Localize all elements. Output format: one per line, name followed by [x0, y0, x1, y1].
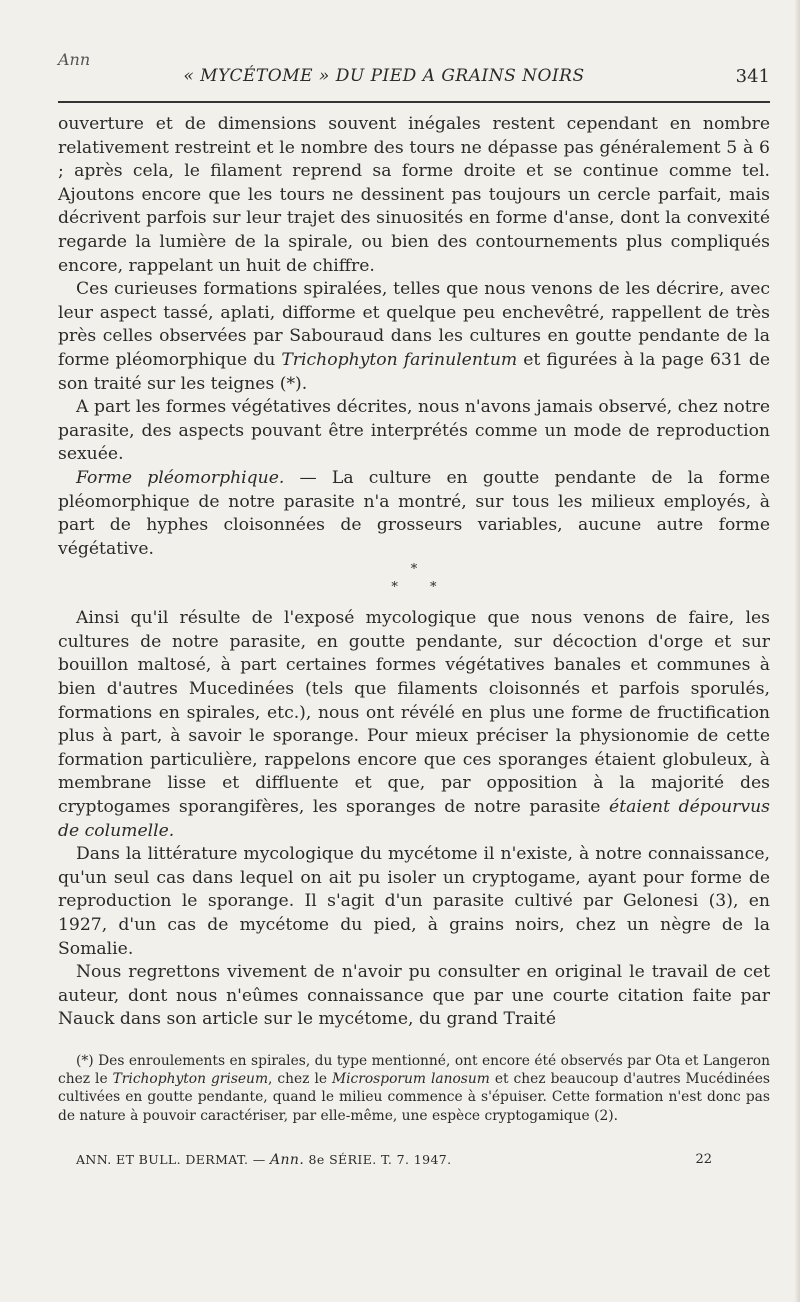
running-title: « MYCÉTOME » DU PIED A GRAINS NOIRS [183, 66, 585, 86]
footnote-run-2: , chez le [268, 1071, 333, 1088]
asterism-top: * [410, 562, 418, 578]
p1-run-0: ouverture et de dimensions souvent inégales restent cependant en nombre relativement restreint et le nombre des tours ne dépasse pas généralement 5 à 6 ; après cela, le filament reprend sa forme droite et se continue comme tel. Ajoutons encore que les tours ne dessinent pas toujours un cercle parfait, mais décrivent parfois sur leur trajet des sinuosités en forme d'anse, dont la convexité regarde la lumière de la spirale, ou bien des contournements plus compliqués encore, rappelant un huit de chiffre. [58, 114, 770, 276]
footer-series: 8e SÉRIE. T. 7. 1947. [304, 1152, 452, 1167]
footer-journal: Ann. [269, 1152, 305, 1168]
paragraph-4 [58, 467, 770, 561]
section-asterism [58, 561, 770, 597]
margin-annotation: Ann [58, 50, 91, 69]
page-edge-shadow [794, 0, 800, 1302]
signature-mark: 22 [695, 1152, 712, 1167]
p3-run-0: A part les formes végétatives décrites, nous n'avons jamais observé, chez notre parasite, des aspects pouvant être interprétés comme un mode de reproduction sexuée. [58, 397, 770, 465]
paragraph-2 [58, 278, 770, 396]
footnote-run-4: et chez beaucoup d'autres Mucédinées cultivées en goutte pendante, quand le milieu commence à s'épuiser. Cette formation n'est donc pas de nature à pouvoir caractériser, par elle-même, une espèce cryptogamique (2). [58, 1071, 770, 1124]
journal-reference [76, 1152, 452, 1168]
running-header [58, 66, 770, 94]
paragraph-5 [58, 607, 770, 843]
p2-run-1: Trichophyton farinulentum [281, 349, 518, 370]
article-body [58, 113, 770, 1032]
footer-prefix: ANN. ET BULL. DERMAT. — [76, 1152, 270, 1167]
paragraph-1 [58, 113, 770, 278]
p4-run-0: Forme pléomorphique. [76, 467, 285, 488]
p2-run-2: et figurées à la page 631 de son traité sur les teignes (*). [58, 349, 770, 394]
header-rule [58, 101, 770, 103]
p6-run-0: Dans la littérature mycologique du mycétome il n'existe, à notre connaissance, qu'un seul cas dans lequel on ait pu isoler un cryptogame, ayant pour forme de reproduction le sporange. Il s'agit d'un parasite cultivé par Gelonesi (3), en 1927, d'un cas de mycétome du pied, à grains noirs, chez un nègre de la Somalie. [58, 844, 770, 959]
footnote-text [58, 1052, 770, 1125]
paragraph-6 [58, 843, 770, 961]
footnote-run-0: (*) Des enroulements en spirales, du type mentionné, ont encore été observés par Ota et Langeron chez le [58, 1053, 770, 1088]
p5-run-1: étaient dépourvus de columelle. [58, 797, 770, 841]
p5-run-0: Ainsi qu'il résulte de l'exposé mycologique que nous venons de faire, les cultures de notre parasite, en goutte pendante, sur décoction d'orge et sur bouillon maltosé, à part certaines formes végétatives banales et communes à bien d'autres Mucedinées (tels que filaments cloisonnés et parfois sporulés, formations en spirales, etc.), nous ont révélé en plus une forme de fructification plus à part, à savoir le sporange. Pour mieux préciser la physionomie de cette formation particulière, rappelons encore que ces sporanges étaient globuleux, à membrane lisse et diffluente et que, par opposition à la majorité des cryptogames sporangifères, les sporanges de notre parasite [58, 608, 770, 818]
p2-run-0: Ces curieuses formations spiralées, telles que nous venons de les décrire, avec leur aspect tassé, aplati, difforme et quelque peu enchevêtré, rappellent de très près celles observées par Sabouraud dans les cultures en goutte pendante de la forme pléomorphique du [58, 279, 770, 370]
footnote-run-3: Microsporum lanosum [332, 1071, 490, 1088]
footnote [58, 1052, 770, 1125]
paragraph-3 [58, 396, 770, 467]
paragraph-7 [58, 961, 770, 1032]
page-number: 341 [735, 66, 770, 87]
p4-run-1: — La culture en goutte pendante de la forme pléomorphique de notre parasite n'a montré, sur tous les milieux employés, à part de hyphes cloisonnées de grosseurs variables, aucune autre forme végétative. [58, 467, 770, 559]
p7-run-0: Nous regrettons vivement de n'avoir pu consulter en original le travail de cet auteur, dont nous n'eûmes connaissance que par une courte citation faite par Nauck dans son article sur le mycétome, du grand Traité [58, 962, 770, 1030]
page-footer [58, 1152, 770, 1172]
footnote-run-1: Trichophyton griseum [112, 1071, 269, 1088]
asterism-bottom: * * [391, 580, 451, 596]
